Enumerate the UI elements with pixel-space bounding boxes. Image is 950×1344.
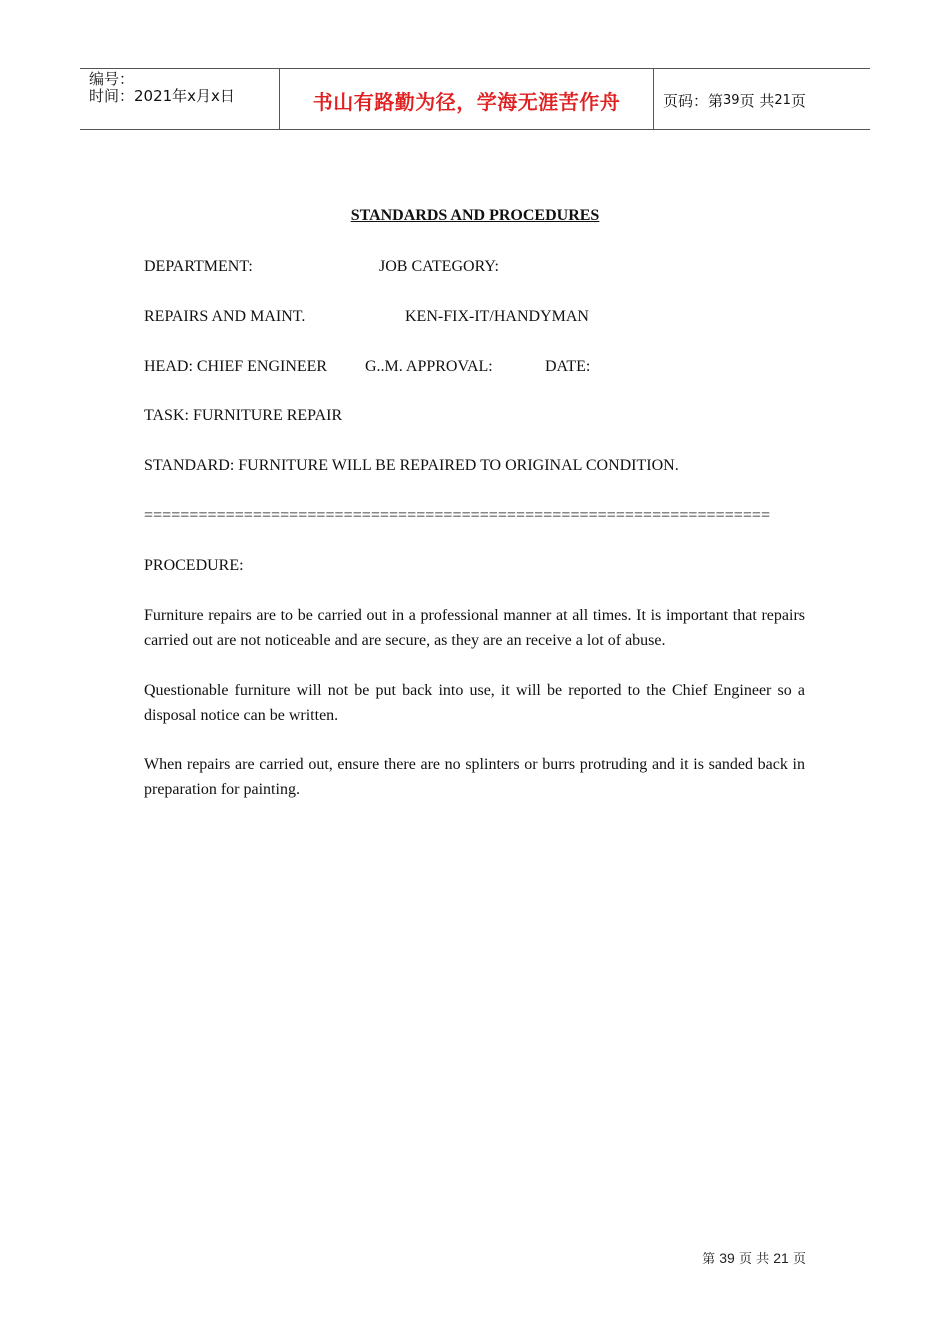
procedure-label: PROCEDURE: bbox=[144, 557, 244, 574]
header-motto: 书山有路勤为径，学海无涯苦作舟 bbox=[280, 69, 654, 129]
job-category-value: KEN-FIX-IT/HANDYMAN bbox=[405, 308, 589, 325]
gm-approval-label: G..M. APPROVAL: bbox=[365, 358, 493, 375]
footer-prefix: 第 bbox=[702, 1252, 716, 1267]
department-label: DEPARTMENT: bbox=[144, 258, 253, 275]
job-category-label: JOB CATEGORY: bbox=[379, 258, 499, 275]
serial-number-label: 编号： bbox=[89, 70, 135, 88]
page-mid: 页 共 bbox=[739, 91, 775, 110]
footer-page-total: 21 bbox=[773, 1250, 789, 1266]
separator-line: ===================================================================== bbox=[144, 507, 771, 524]
date-field-label: DATE: bbox=[545, 358, 591, 375]
page-footer bbox=[702, 1248, 806, 1267]
task-line: TASK: FURNITURE REPAIR bbox=[144, 407, 343, 424]
page-prefix: 页码：第 bbox=[663, 91, 724, 110]
procedure-paragraph-1: Furniture repairs are to be carried out in a professional manner at all times. It is important that repairs carried out are not noticeable and are secure, as they are an receive a lot of abuse. bbox=[144, 607, 805, 649]
header-meta bbox=[80, 69, 280, 129]
date-label: 时间：2021年x月x日 bbox=[89, 87, 235, 105]
page-total: 21 bbox=[774, 92, 791, 108]
procedure-paragraph-2: Questionable furniture will not be put back into use, it will be reported to the Chief Engineer so a disposal notice can be written. bbox=[144, 682, 805, 724]
page-header bbox=[80, 68, 870, 130]
document-title: STANDARDS AND PROCEDURES bbox=[350, 207, 600, 224]
page-number: 39 bbox=[723, 92, 740, 108]
head-label: HEAD: CHIEF ENGINEER bbox=[144, 358, 328, 375]
standard-line: STANDARD: FURNITURE WILL BE REPAIRED TO ORIGINAL CONDITION. bbox=[144, 457, 679, 474]
footer-suffix: 页 bbox=[792, 1252, 806, 1267]
procedure-paragraph-3: When repairs are carried out, ensure there are no splinters or burrs protruding and it is sanded back in preparation for painting. bbox=[144, 756, 805, 798]
department-value: REPAIRS AND MAINT. bbox=[144, 308, 306, 325]
page-suffix: 页 bbox=[790, 91, 806, 110]
footer-mid: 页 共 bbox=[738, 1252, 770, 1267]
header-page-info bbox=[654, 69, 870, 129]
footer-page-number: 39 bbox=[719, 1250, 735, 1266]
